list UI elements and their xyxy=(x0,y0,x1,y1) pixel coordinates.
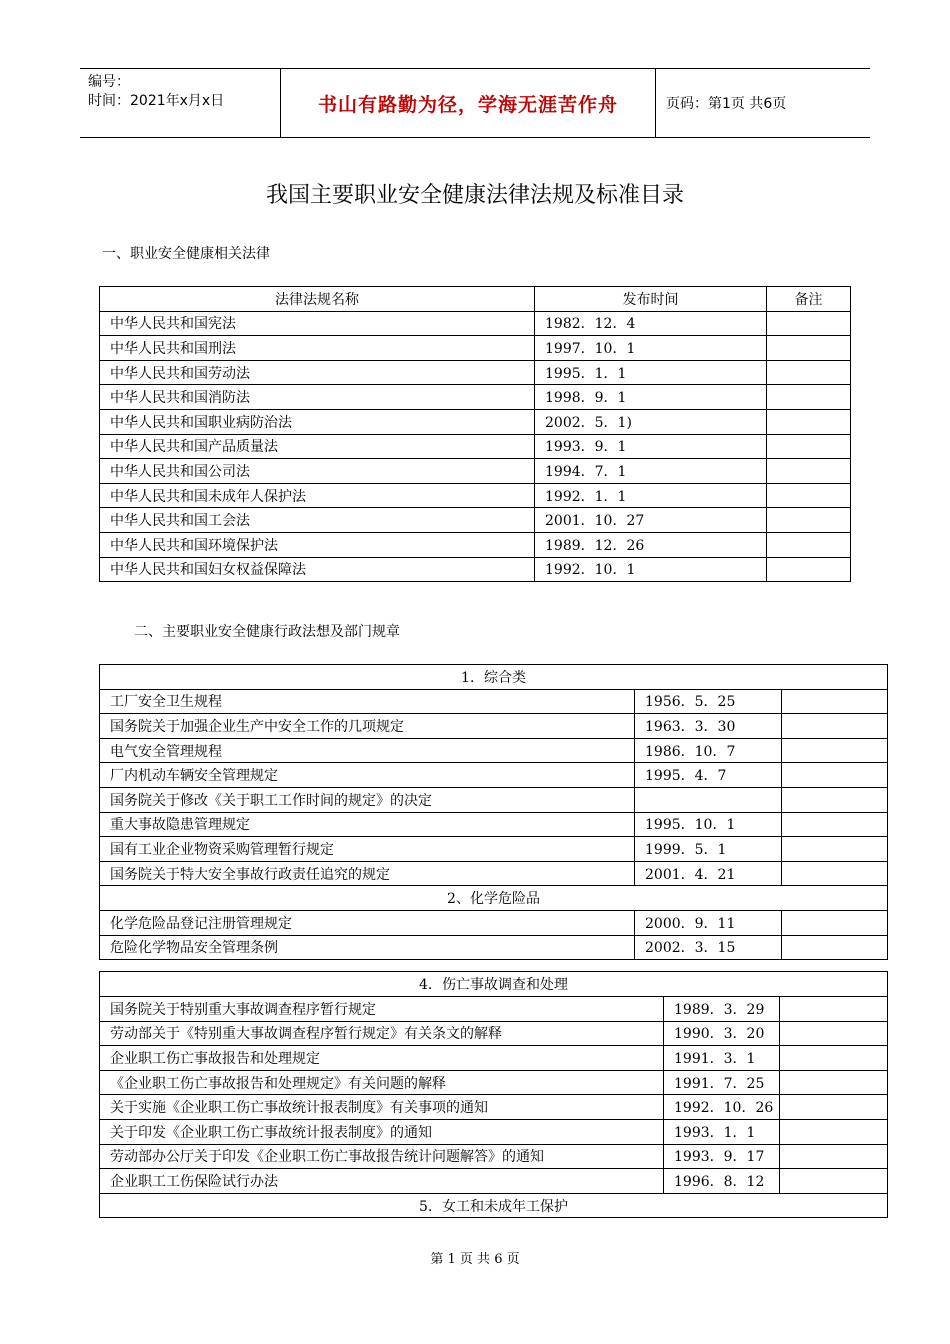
cell-note xyxy=(767,557,851,582)
cell-note xyxy=(780,1169,888,1194)
cell-note xyxy=(767,434,851,459)
cell-note xyxy=(780,1119,888,1144)
cell-note xyxy=(780,1095,888,1120)
cell-name: 关于印发《企业职工伤亡事故统计报表制度》的通知 xyxy=(100,1119,664,1144)
column-header-date: 发布时间 xyxy=(535,287,767,312)
cell-date: 1989．3．29 xyxy=(664,996,780,1021)
cell-date: 1994．7．1 xyxy=(535,459,767,484)
cell-name: 化学危险品登记注册管理规定 xyxy=(100,910,635,935)
cell-date: 2000．9．11 xyxy=(635,910,782,935)
cell-date: 1982．12．4 xyxy=(535,311,767,336)
cell-date: 1998．9．1 xyxy=(535,385,767,410)
regulations-table-a xyxy=(99,664,888,960)
cell-name: 国务院关于特别重大事故调查程序暂行规定 xyxy=(100,996,664,1021)
motto: 书山有路勤为径，学海无涯苦作舟 xyxy=(280,69,656,137)
table-row xyxy=(100,409,851,434)
number-label: 编号： xyxy=(88,74,130,90)
group-title: 5．女工和未成年工保护 xyxy=(100,1193,888,1218)
cell-date: 1995．4．7 xyxy=(635,763,782,788)
cell-note xyxy=(780,1021,888,1046)
cell-name: 中华人民共和国妇女权益保障法 xyxy=(100,557,535,582)
cell-name: 关于实施《企业职工伤亡事故统计报表制度》有关事项的通知 xyxy=(100,1095,664,1120)
cell-note xyxy=(782,935,888,960)
table-row xyxy=(100,910,888,935)
cell-note xyxy=(767,336,851,361)
cell-name: 国务院关于修改《关于职工工作时间的规定》的决定 xyxy=(100,787,635,812)
cell-date: 1989．12．26 xyxy=(535,532,767,557)
table-row xyxy=(100,787,888,812)
cell-date: 1992．10．1 xyxy=(535,557,767,582)
table-row xyxy=(100,336,851,361)
table-row xyxy=(100,385,851,410)
group-title: 4．伤亡事故调查和处理 xyxy=(100,972,888,997)
cell-note xyxy=(780,1070,888,1095)
table-row xyxy=(100,1144,888,1169)
cell-note xyxy=(767,483,851,508)
document-title: 我国主要职业安全健康法律法规及标准目录 xyxy=(265,183,684,208)
cell-date: 1993．1．1 xyxy=(664,1119,780,1144)
cell-name: 中华人民共和国宪法 xyxy=(100,311,535,336)
cell-name: 中华人民共和国工会法 xyxy=(100,508,535,533)
table-row xyxy=(100,837,888,862)
cell-date: 1956．5．25 xyxy=(635,689,782,714)
cell-date: 1991．7．25 xyxy=(664,1070,780,1095)
cell-note xyxy=(767,459,851,484)
cell-date: 1986．10．7 xyxy=(635,738,782,763)
page-info: 页码：第1页 共6页 xyxy=(666,96,787,112)
group-title: 2、化学危险品 xyxy=(100,886,888,911)
cell-date: 1995．10．1 xyxy=(635,812,782,837)
cell-note xyxy=(782,738,888,763)
group-title: 1．综合类 xyxy=(100,665,888,690)
cell-note xyxy=(767,385,851,410)
cell-date: 1991．3．1 xyxy=(664,1046,780,1071)
cell-name: 劳动部关于《特别重大事故调查程序暂行规定》有关条文的解释 xyxy=(100,1021,664,1046)
table-row xyxy=(100,360,851,385)
cell-name: 中华人民共和国刑法 xyxy=(100,336,535,361)
table-row xyxy=(100,763,888,788)
cell-note xyxy=(767,508,851,533)
cell-note xyxy=(780,1046,888,1071)
table-row xyxy=(100,1070,888,1095)
cell-name: 重大事故隐患管理规定 xyxy=(100,812,635,837)
cell-date: 1996．8．12 xyxy=(664,1169,780,1194)
regulations-table-b xyxy=(99,971,888,1218)
table-row xyxy=(100,483,851,508)
cell-note xyxy=(767,532,851,557)
cell-note xyxy=(782,837,888,862)
cell-name: 中华人民共和国职业病防治法 xyxy=(100,409,535,434)
section1-heading: 一、职业安全健康相关法律 xyxy=(102,246,270,262)
cell-name: 中华人民共和国公司法 xyxy=(100,459,535,484)
table-row xyxy=(100,738,888,763)
table-row xyxy=(100,812,888,837)
table-row xyxy=(100,689,888,714)
cell-name: 劳动部办公厅关于印发《企业职工伤亡事故报告统计问题解答》的通知 xyxy=(100,1144,664,1169)
cell-note xyxy=(780,1144,888,1169)
cell-date xyxy=(635,787,782,812)
cell-note xyxy=(780,996,888,1021)
cell-date: 1990．3．20 xyxy=(664,1021,780,1046)
cell-note xyxy=(782,714,888,739)
cell-name: 国有工业企业物资采购管理暂行规定 xyxy=(100,837,635,862)
cell-date: 1963．3．30 xyxy=(635,714,782,739)
cell-date: 1992．10．26 xyxy=(664,1095,780,1120)
table-row xyxy=(100,434,851,459)
cell-note xyxy=(782,812,888,837)
table-row xyxy=(100,861,888,886)
table-row xyxy=(100,1095,888,1120)
column-header-name: 法律法规名称 xyxy=(100,287,535,312)
table-row xyxy=(100,714,888,739)
cell-name: 工厂安全卫生规程 xyxy=(100,689,635,714)
cell-date: 2002．3．15 xyxy=(635,935,782,960)
table-row xyxy=(100,935,888,960)
column-header-note: 备注 xyxy=(767,287,851,312)
cell-note xyxy=(782,910,888,935)
cell-name: 企业职工工伤保险试行办法 xyxy=(100,1169,664,1194)
cell-date: 1995．1．1 xyxy=(535,360,767,385)
table-row xyxy=(100,1046,888,1071)
cell-name: 企业职工伤亡事故报告和处理规定 xyxy=(100,1046,664,1071)
cell-name: 中华人民共和国未成年人保护法 xyxy=(100,483,535,508)
cell-name: 《企业职工伤亡事故报告和处理规定》有关问题的解释 xyxy=(100,1070,664,1095)
cell-name: 国务院关于特大安全事故行政责任追究的规定 xyxy=(100,861,635,886)
table-row xyxy=(100,459,851,484)
cell-date: 2001．10．27 xyxy=(535,508,767,533)
section2-heading: 二、主要职业安全健康行政法想及部门规章 xyxy=(134,624,400,640)
cell-date: 1993．9．1 xyxy=(535,434,767,459)
table-row xyxy=(100,311,851,336)
page-footer: 第 1 页 共 6 页 xyxy=(430,1252,520,1267)
table-row xyxy=(100,1119,888,1144)
cell-name: 中华人民共和国消防法 xyxy=(100,385,535,410)
cell-note xyxy=(782,763,888,788)
header-meta xyxy=(80,69,280,137)
cell-name: 厂内机动车辆安全管理规定 xyxy=(100,763,635,788)
cell-date: 1993．9．17 xyxy=(664,1144,780,1169)
table-row xyxy=(100,1169,888,1194)
group-title-row xyxy=(100,665,888,690)
cell-note xyxy=(782,689,888,714)
page-header xyxy=(80,68,870,138)
table-row xyxy=(100,557,851,582)
cell-name: 中华人民共和国劳动法 xyxy=(100,360,535,385)
cell-date: 2002．5．1) xyxy=(535,409,767,434)
cell-date: 1999．5．1 xyxy=(635,837,782,862)
time-label: 时间：2021年x月x日 xyxy=(88,93,225,109)
cell-name: 中华人民共和国环境保护法 xyxy=(100,532,535,557)
table-header-row xyxy=(100,287,851,312)
cell-note xyxy=(782,861,888,886)
cell-name: 危险化学物品安全管理条例 xyxy=(100,935,635,960)
table-row xyxy=(100,1021,888,1046)
group-title-row xyxy=(100,972,888,997)
table-row xyxy=(100,996,888,1021)
cell-note xyxy=(767,311,851,336)
cell-date: 2001．4．21 xyxy=(635,861,782,886)
table-row xyxy=(100,532,851,557)
cell-name: 电气安全管理规程 xyxy=(100,738,635,763)
cell-name: 国务院关于加强企业生产中安全工作的几项规定 xyxy=(100,714,635,739)
cell-note xyxy=(767,360,851,385)
group-title-row xyxy=(100,1193,888,1218)
cell-name: 中华人民共和国产品质量法 xyxy=(100,434,535,459)
laws-table xyxy=(99,286,851,582)
group-title-row xyxy=(100,886,888,911)
cell-date: 1997．10．1 xyxy=(535,336,767,361)
cell-note xyxy=(767,409,851,434)
table-row xyxy=(100,508,851,533)
cell-note xyxy=(782,787,888,812)
cell-date: 1992．1．1 xyxy=(535,483,767,508)
